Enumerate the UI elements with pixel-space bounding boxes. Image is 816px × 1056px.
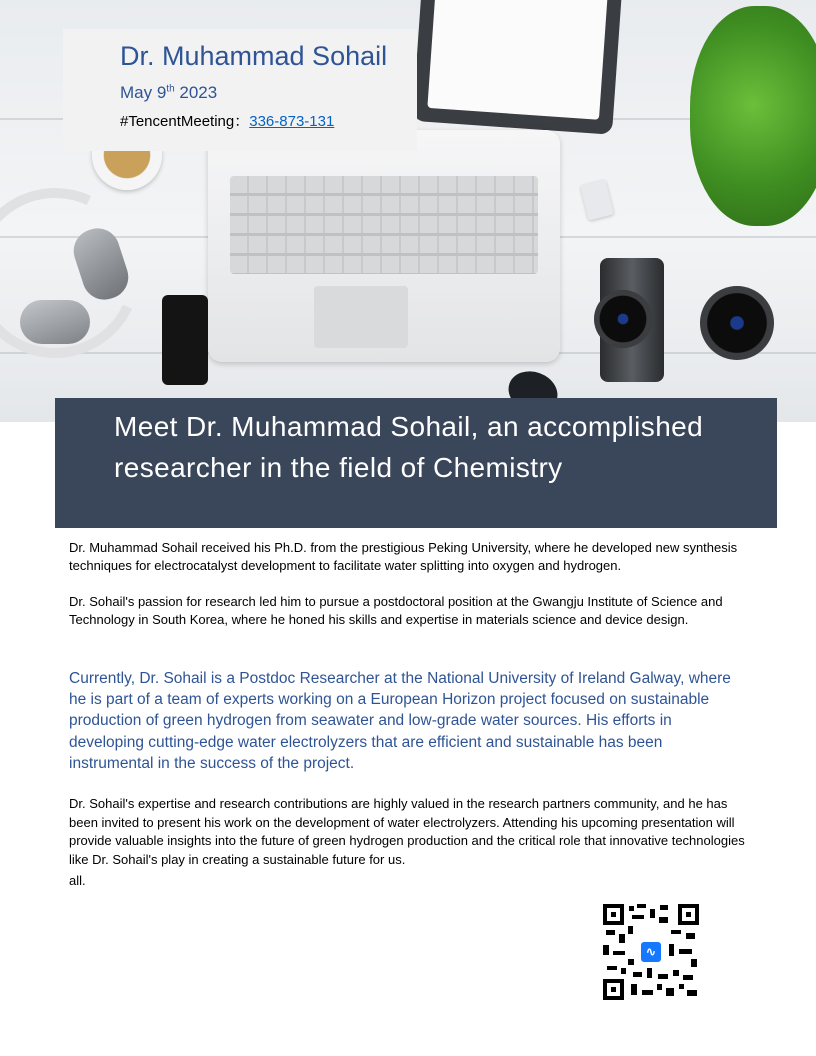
paragraph-presentation: Dr. Sohail's expertise and research contributions are highly valued in the research partners community, and he has been invited to present his work on the development of water electrolyzers. Attending his upcoming presentation will provide valuable insights into the future of green hydrogen production and the critical role that innovative technologies like Dr. Sohail's play in creating a sustainable future for us. all. bbox=[69, 795, 749, 891]
tencent-meeting-logo-icon: ∿ bbox=[639, 940, 663, 964]
meeting-info bbox=[120, 110, 334, 131]
camera-lens-spare bbox=[700, 286, 774, 360]
paragraph-education: Dr. Muhammad Sohail received his Ph.D. from the prestigious Peking University, where he developed new synthesis techniques for electrocatalyst development to facilitate water splitting into oxygen and hydrogen. bbox=[69, 540, 738, 574]
speaker-name: Dr. Muhammad Sohail bbox=[120, 41, 388, 71]
qr-code-icon bbox=[603, 904, 699, 1000]
camera-lens bbox=[594, 290, 652, 348]
headline-banner bbox=[55, 398, 777, 528]
headline-text: Meet Dr. Muhammad Sohail, an accomplished researcher in the field of Chemistry bbox=[114, 411, 704, 483]
smartphone bbox=[162, 295, 208, 385]
paragraph-tail: all. bbox=[69, 873, 86, 889]
paragraph-postdoc: Dr. Sohail's passion for research led him to pursue a postdoctoral position at the Gwangju Institute of Science and Technology in South Korea, where he honed his skills and expertise in materials science and device design. bbox=[69, 594, 723, 628]
potted-grass-plant bbox=[690, 6, 816, 226]
meeting-id-link[interactable]: 336-873-131 bbox=[249, 113, 335, 130]
laptop-screen bbox=[412, 0, 623, 135]
meeting-label: #TencentMeeting： bbox=[120, 113, 250, 130]
laptop-keyboard bbox=[208, 130, 560, 362]
paragraph-current-role: Currently, Dr. Sohail is a Postdoc Researcher at the National University of Ireland Galway, where he is part of a team of experts working on a European Horizon project focused on sustainable production of green hydrogen from seawater and low-grade water sources. His efforts in developing cutting-edge water electrolyzers that are efficient and sustainable has been instrumental in the success of the project. bbox=[69, 670, 731, 772]
event-date: May 9th 2023 bbox=[120, 83, 218, 102]
title-card bbox=[63, 29, 417, 151]
